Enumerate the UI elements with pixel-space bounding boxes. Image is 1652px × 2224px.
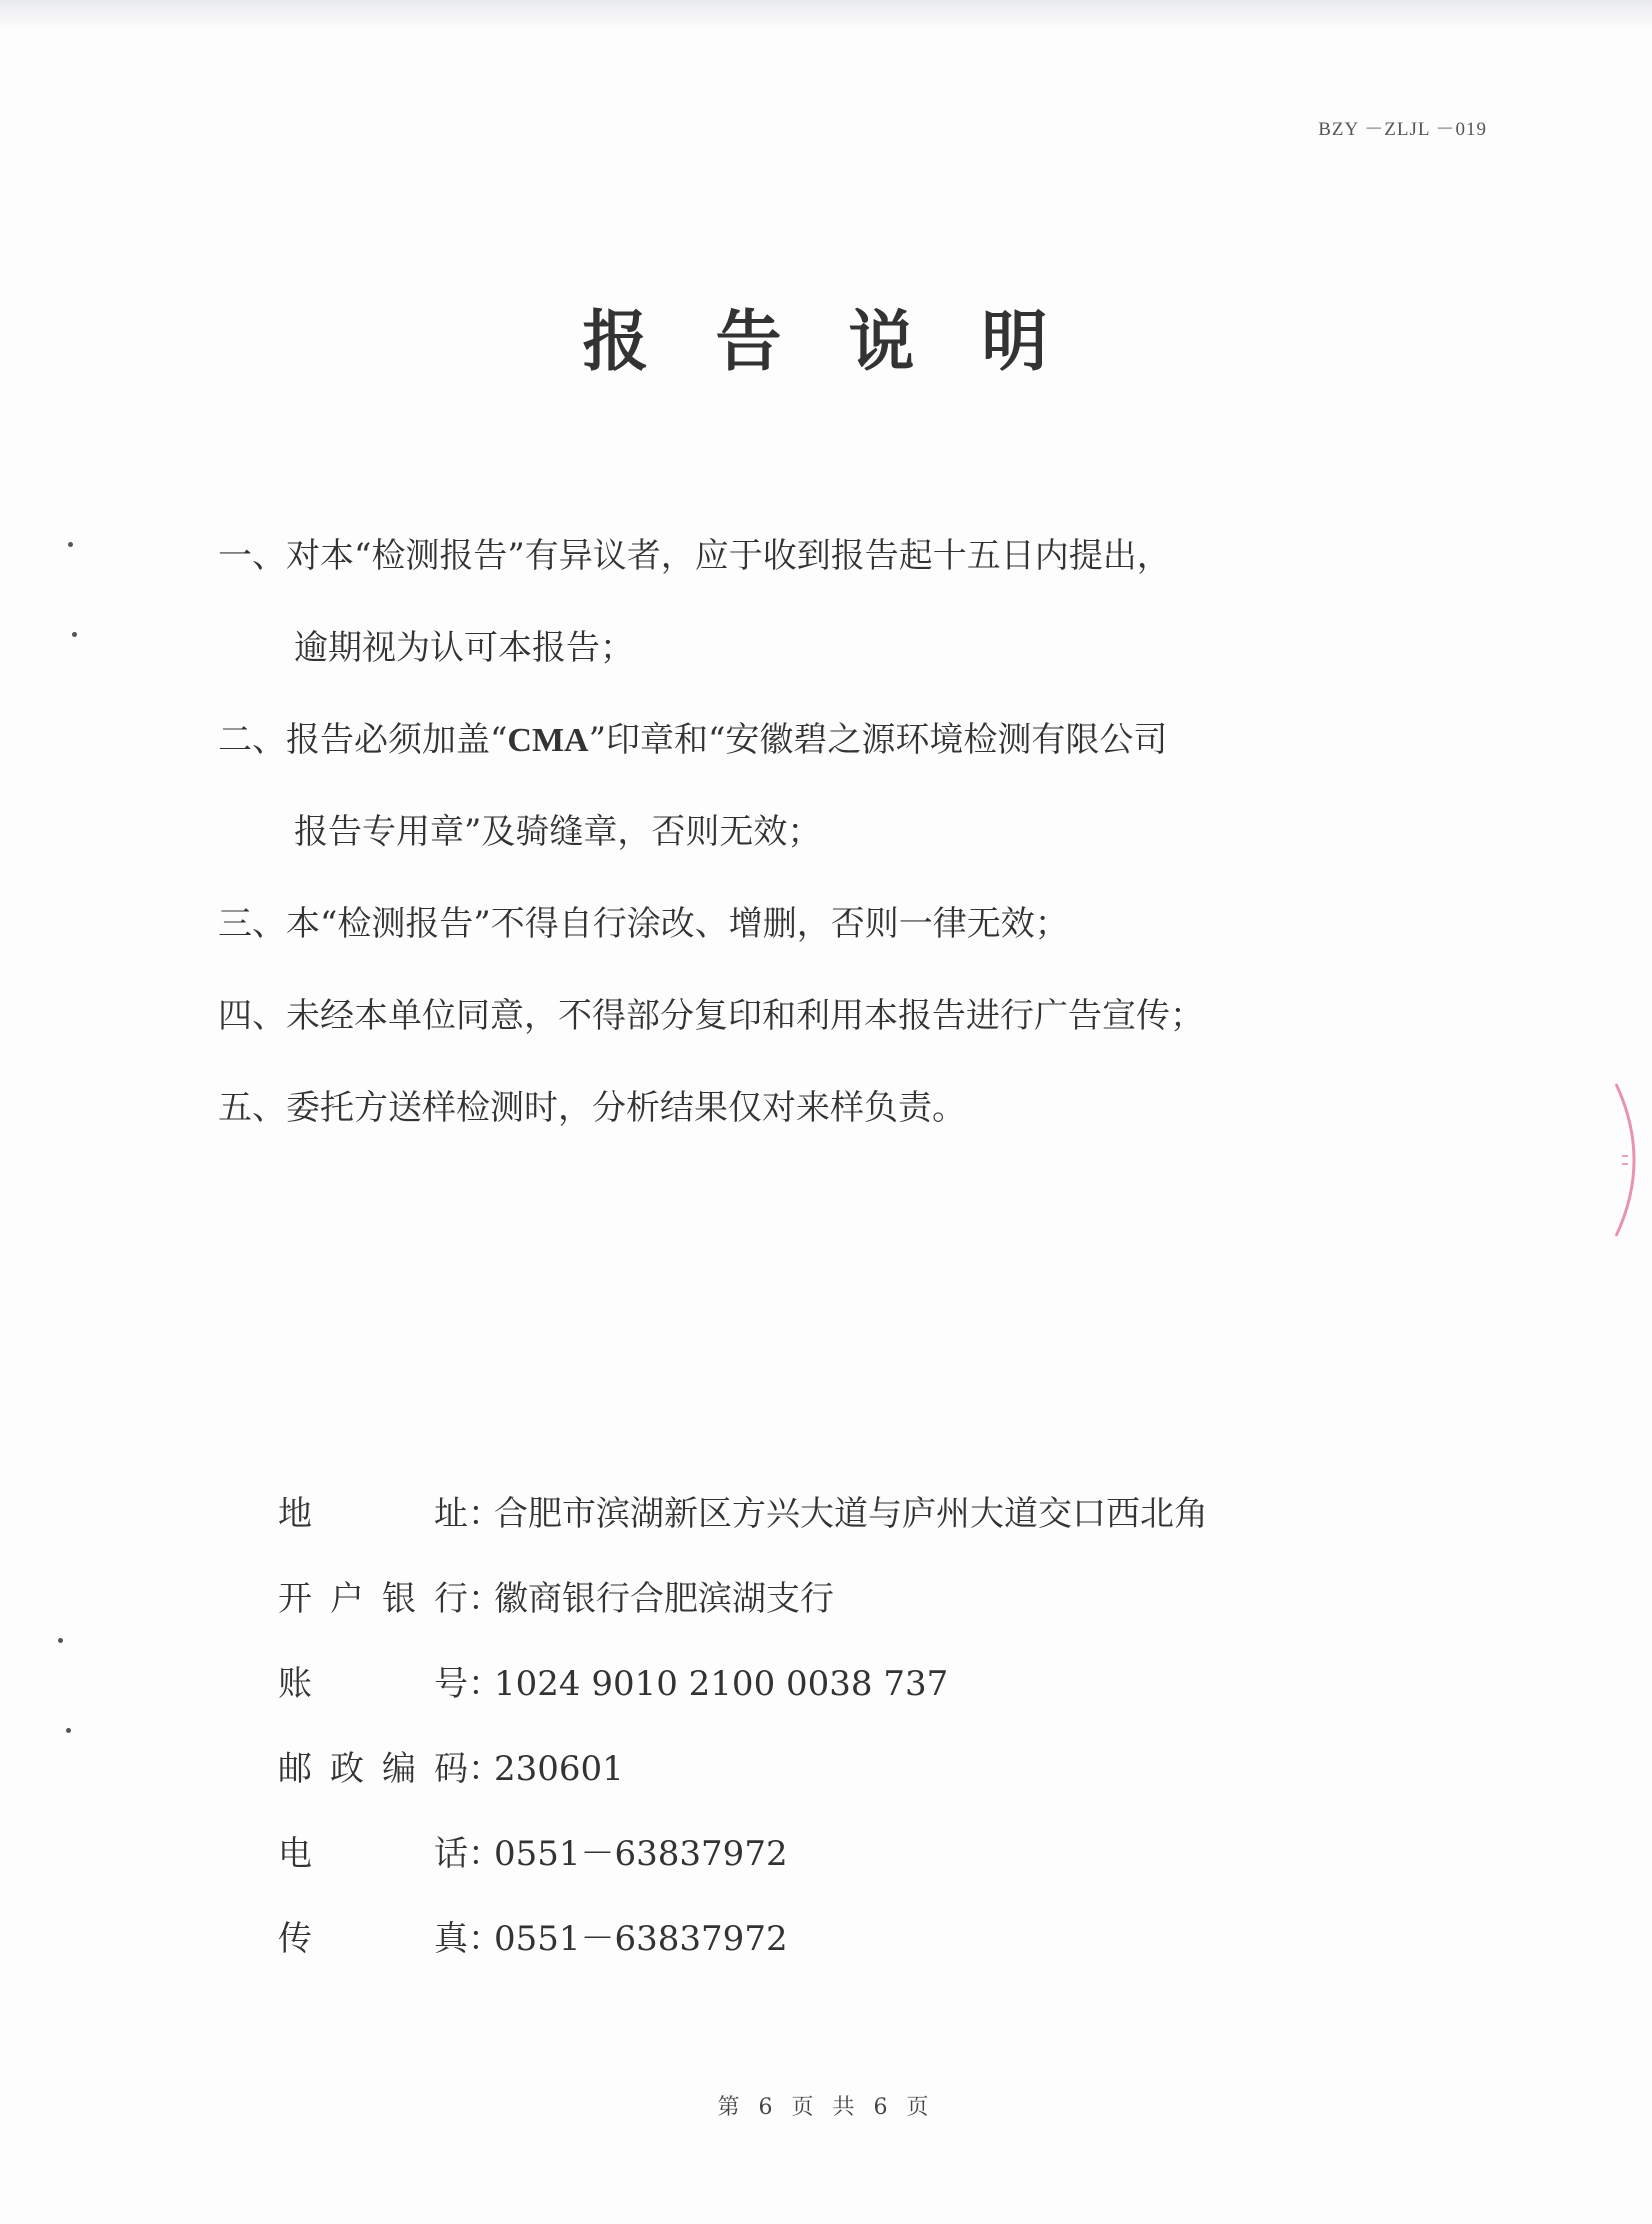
clause-2-post: ”印章和“安徽碧之源环境检测有限公司	[588, 720, 1168, 760]
clause-2-line-2: 报告专用章”及骑缝章，否则无效；	[294, 812, 822, 852]
clause-3: 三、本“检测报告”不得自行涂改、增删，否则一律无效；	[218, 904, 1069, 944]
scan-edge-shadow	[0, 0, 1652, 30]
contact-value: 1024 9010 2100 0038 737	[494, 1664, 949, 1704]
scan-dot	[66, 1728, 71, 1733]
clause-5: 五、委托方送样检测时，分析结果仅对来样负责。	[218, 1088, 966, 1128]
contact-value: 230601	[494, 1749, 624, 1789]
contact-bank	[278, 1557, 1478, 1642]
clause-1-line-2: 逾期视为认可本报告；	[294, 628, 634, 668]
contact-separator: ：	[468, 1749, 502, 1789]
contact-separator: ：	[468, 1579, 502, 1619]
contact-separator: ：	[468, 1664, 502, 1704]
clause-2-line-1	[218, 694, 1418, 786]
contact-separator: ：	[468, 1834, 502, 1874]
clause-1-line-1: 一、对本“检测报告”有异议者，应于收到报告起十五日内提出，	[218, 536, 1171, 576]
scan-dot	[68, 542, 73, 547]
contact-label: 传真	[278, 1919, 468, 1959]
contact-label: 开户银行	[278, 1579, 468, 1619]
contact-address	[278, 1472, 1478, 1557]
clause-2-pre: 二、报告必须加盖“	[218, 720, 508, 760]
contact-value: 0551－63837972	[494, 1834, 788, 1874]
contact-label: 邮政编码	[278, 1749, 468, 1789]
contact-account	[278, 1642, 1478, 1727]
contact-label: 地址	[278, 1494, 468, 1534]
scan-dot	[58, 1638, 63, 1643]
form-code: BZY －ZLJL －019	[1318, 119, 1487, 140]
contact-value: 合肥市滨湖新区方兴大道与庐州大道交口西北角	[494, 1494, 1208, 1534]
clause-list	[218, 510, 1418, 1154]
clause-4: 四、未经本单位同意，不得部分复印和利用本报告进行广告宣传；	[218, 996, 1204, 1036]
contact-info	[278, 1472, 1478, 1982]
cma-text: CMA	[507, 722, 589, 759]
contact-label: 账号	[278, 1664, 468, 1704]
contact-postcode	[278, 1727, 1478, 1812]
contact-separator: ：	[468, 1494, 502, 1534]
contact-value: 徽商银行合肥滨湖支行	[494, 1579, 834, 1619]
contact-separator: ：	[468, 1919, 502, 1959]
contact-label: 电话	[278, 1834, 468, 1874]
scan-dot	[72, 632, 77, 637]
page-title: 报 告 说 明	[582, 302, 1070, 380]
contact-value: 0551－63837972	[494, 1919, 788, 1959]
page-number: 第 6 页 共 6 页	[717, 2095, 935, 2120]
seal-stamp-edge-icon	[1612, 1080, 1652, 1240]
contact-fax	[278, 1897, 1478, 1982]
contact-phone	[278, 1812, 1478, 1897]
